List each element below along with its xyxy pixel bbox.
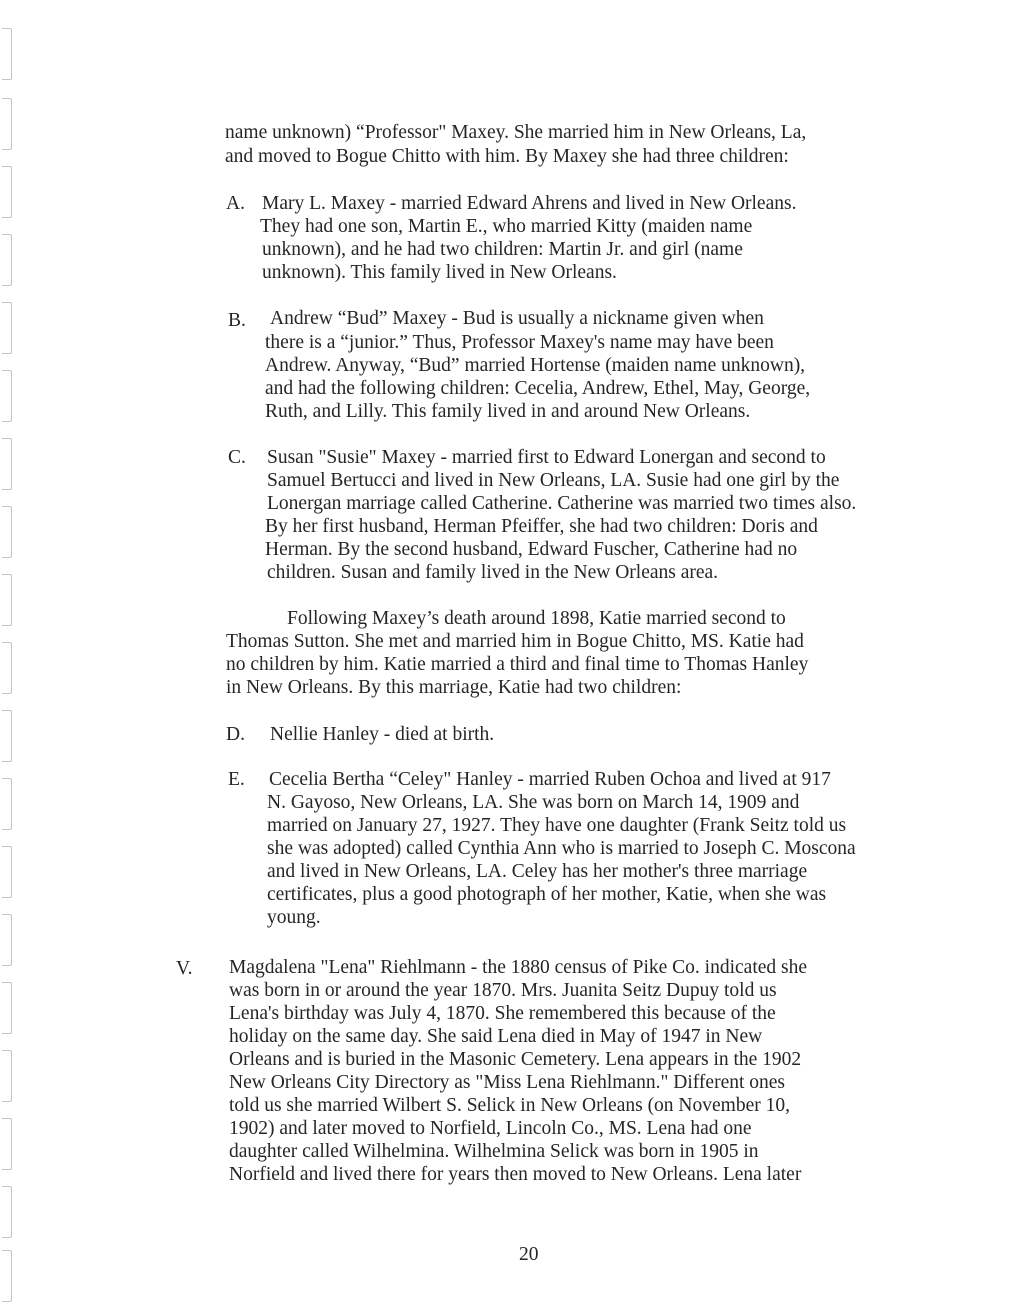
text-line: Norfield and lived there for years then moved to New Orleans. Lena later: [229, 1164, 802, 1185]
binding-mark: [2, 302, 12, 354]
text-line: Andrew. Anyway, “Bud” married Hortense (maiden name unknown),: [265, 355, 806, 376]
binding-mark: [2, 846, 12, 898]
binding-mark: [2, 166, 12, 218]
text-line: Samuel Bertucci and lived in New Orleans, LA. Susie had one girl by the: [267, 470, 840, 491]
text-line: unknown). This family lived in New Orleans.: [262, 262, 617, 283]
text-line: N. Gayoso, New Orleans, LA. She was born on March 14, 1909 and: [267, 792, 800, 813]
binding-mark: [2, 710, 12, 762]
text-line: was born in or around the year 1870. Mrs. Juanita Seitz Dupuy told us: [229, 980, 777, 1001]
text-line: Nellie Hanley - died at birth.: [270, 724, 495, 745]
text-line: holiday on the same day. She said Lena died in May of 1947 in New: [229, 1026, 763, 1047]
text-line: daughter called Wilhelmina. Wilhelmina Selick was born in 1905 in: [229, 1141, 759, 1162]
text-line: no children by him. Katie married a third and final time to Thomas Hanley: [226, 654, 809, 675]
text-line: and had the following children: Cecelia, Andrew, Ethel, May, George,: [265, 378, 811, 399]
text-line: and lived in New Orleans, LA. Celey has her mother's three marriage: [267, 861, 808, 882]
text-line: there is a “junior.” Thus, Professor Maxey's name may have been: [265, 332, 774, 353]
binding-mark: [2, 982, 12, 1034]
page-number: 20: [519, 1244, 539, 1265]
text-line: Mary L. Maxey - married Edward Ahrens and lived in New Orleans.: [262, 193, 797, 214]
section-marker: V.: [176, 958, 193, 979]
text-line: Lena's birthday was July 4, 1870. She remembered this because of the: [229, 1003, 776, 1024]
text-line: Lonergan marriage called Catherine. Catherine was married two times also.: [267, 493, 857, 514]
text-line: By her first husband, Herman Pfeiffer, she had two children: Doris and: [265, 516, 818, 537]
text-line: Thomas Sutton. She met and married him in Bogue Chitto, MS. Katie had: [226, 631, 804, 652]
text-line: Orleans and is buried in the Masonic Cemetery. Lena appears in the 1902: [229, 1049, 802, 1070]
text-line: unknown), and he had two children: Martin Jr. and girl (name: [262, 239, 743, 260]
text-line: she was adopted) called Cynthia Ann who is married to Joseph C. Moscona: [267, 838, 856, 859]
text-line: Susan "Susie" Maxey - married first to Edward Lonergan and second to: [267, 447, 826, 468]
text-line: name unknown) “Professor" Maxey. She married him in New Orleans, La,: [225, 122, 807, 143]
binding-mark: [2, 438, 12, 490]
text-line: Andrew “Bud” Maxey - Bud is usually a nickname given when: [270, 308, 764, 329]
text-line: Magdalena "Lena" Riehlmann - the 1880 census of Pike Co. indicated she: [229, 957, 808, 978]
text-line: 1902) and later moved to Norfield, Lincoln Co., MS. Lena had one: [229, 1118, 752, 1139]
binding-mark: [2, 778, 12, 830]
text-line: New Orleans City Directory as "Miss Lena Riehlmann." Different ones: [229, 1072, 786, 1093]
binding-edge-marks: [0, 0, 20, 1315]
binding-mark: [2, 28, 12, 80]
text-line: They had one son, Martin E., who married Kitty (maiden name: [260, 216, 753, 237]
binding-mark: [2, 574, 12, 626]
binding-mark: [2, 1050, 12, 1102]
list-marker: D.: [226, 724, 245, 745]
binding-mark: [2, 1250, 12, 1302]
text-line: Cecelia Bertha “Celey" Hanley - married Ruben Ochoa and lived at 917: [269, 769, 831, 790]
text-line: told us she married Wilbert S. Selick in New Orleans (on November 10,: [229, 1095, 790, 1116]
list-marker: C.: [228, 447, 246, 468]
binding-mark: [2, 1186, 12, 1238]
binding-mark: [2, 370, 12, 422]
list-marker: A.: [226, 193, 245, 214]
binding-mark: [2, 914, 12, 966]
list-marker: E.: [228, 769, 245, 790]
binding-mark: [2, 1118, 12, 1170]
binding-mark: [2, 506, 12, 558]
binding-mark: [2, 98, 12, 150]
binding-mark: [2, 642, 12, 694]
text-line: in New Orleans. By this marriage, Katie had two children:: [226, 677, 682, 698]
text-line: young.: [267, 907, 321, 928]
text-line: Following Maxey’s death around 1898, Katie married second to: [287, 608, 786, 629]
list-marker: B.: [228, 310, 246, 331]
text-line: Herman. By the second husband, Edward Fuscher, Catherine had no: [265, 539, 798, 560]
binding-mark: [2, 234, 12, 286]
text-line: married on January 27, 1927. They have one daughter (Frank Seitz told us: [267, 815, 847, 836]
text-line: children. Susan and family lived in the New Orleans area.: [267, 562, 719, 583]
text-line: and moved to Bogue Chitto with him. By Maxey she had three children:: [225, 146, 789, 167]
text-line: certificates, plus a good photograph of her mother, Katie, when she was: [267, 884, 827, 905]
text-line: Ruth, and Lilly. This family lived in and around New Orleans.: [265, 401, 751, 422]
